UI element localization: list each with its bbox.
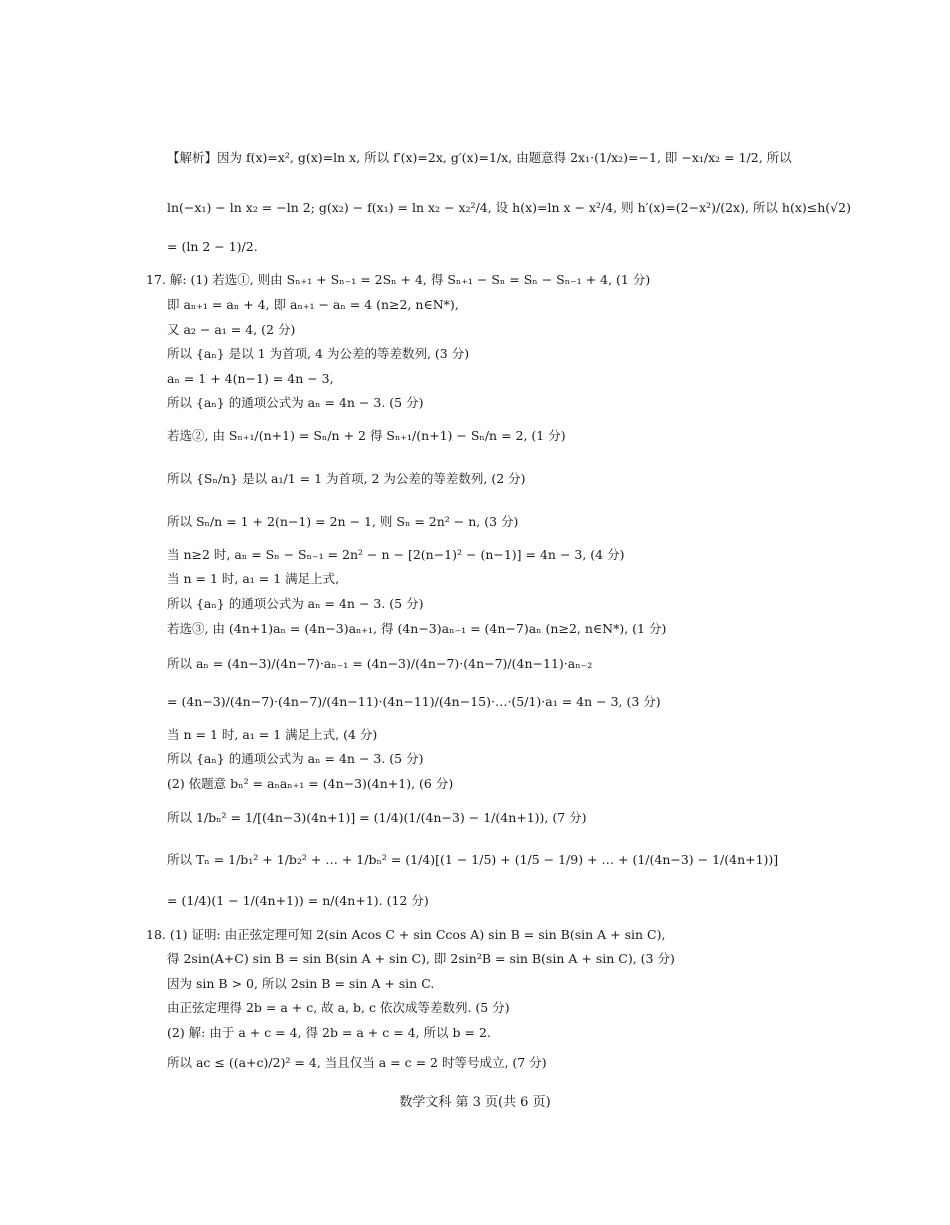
- q17-line: 若选③, 由 (4n+1)aₙ = (4n−3)aₙ₊₁, 得 (4n−3)aₙ₋₁ = (4n−7)aₙ (n≥2, n∈N*), (1 分): [167, 621, 667, 636]
- q17-line: = (4n−3)/(4n−7)·(4n−7)/(4n−11)·(4n−11)/(4n−15)·…·(5/1)·a₁ = 4n − 3, (3 分): [167, 694, 661, 709]
- q17-line: 所以 {aₙ} 的通项公式为 aₙ = 4n − 3. (5 分): [167, 751, 424, 766]
- q17-line: 所以 {aₙ} 是以 1 为首项, 4 为公差的等差数列, (3 分): [167, 346, 470, 361]
- q17-line: 所以 {Sₙ/n} 是以 a₁/1 = 1 为首项, 2 为公差的等差数列, (2 分): [167, 471, 526, 486]
- q17-heading-line: 17. 解: (1) 若选①, 则由 Sₙ₊₁ + Sₙ₋₁ = 2Sₙ + 4, 得 Sₙ₊₁ − Sₙ = Sₙ − Sₙ₋₁ + 4, (1 分): [146, 272, 651, 287]
- q17-line: 所以 {aₙ} 的通项公式为 aₙ = 4n − 3. (5 分): [167, 596, 424, 611]
- q17-line: = (1/4)(1 − 1/(4n+1)) = n/(4n+1). (12 分): [167, 893, 429, 908]
- q18-line: 因为 sin B > 0, 所以 2sin B = sin A + sin C.: [167, 976, 435, 991]
- analysis-line-2: ln(−x₁) − ln x₂ = −ln 2; g(x₂) − f(x₁) = ln x₂ − x₂²/4, 设 h(x)=ln x − x²/4, 则 h′(x)=(2−x²)/(2x), 所以 h(x)≤h(√2): [167, 200, 851, 215]
- q17-line: 当 n = 1 时, a₁ = 1 满足上式, (4 分): [167, 727, 378, 742]
- q17-line: 当 n = 1 时, a₁ = 1 满足上式,: [167, 571, 340, 586]
- q17-line: 所以 Tₙ = 1/b₁² + 1/b₂² + … + 1/bₙ² = (1/4)[(1 − 1/5) + (1/5 − 1/9) + … + (1/(4n−3) − 1/(4n+1))]: [167, 852, 779, 867]
- q18-heading-line: 18. (1) 证明: 由正弦定理可知 2(sin Acos C + sin Ccos A) sin B = sin B(sin A + sin C),: [146, 927, 666, 942]
- q17-line: 所以 aₙ = (4n−3)/(4n−7)·aₙ₋₁ = (4n−3)/(4n−7)·(4n−7)/(4n−11)·aₙ₋₂: [167, 656, 593, 671]
- q17-line: 所以 1/bₙ² = 1/[(4n−3)(4n+1)] = (1/4)(1/(4n−3) − 1/(4n+1)), (7 分): [167, 810, 587, 825]
- q17-line: 若选②, 由 Sₙ₊₁/(n+1) = Sₙ/n + 2 得 Sₙ₊₁/(n+1) − Sₙ/n = 2, (1 分): [167, 428, 566, 443]
- q17-line: 当 n≥2 时, aₙ = Sₙ − Sₙ₋₁ = 2n² − n − [2(n−1)² − (n−1)] = 4n − 3, (4 分): [167, 547, 625, 562]
- q18-line: 由正弦定理得 2b = a + c, 故 a, b, c 依次成等差数列. (5 分): [167, 1000, 510, 1015]
- q17-line: (2) 依题意 bₙ² = aₙaₙ₊₁ = (4n−3)(4n+1), (6 分): [167, 776, 454, 791]
- analysis-line-3: = (ln 2 − 1)/2.: [167, 239, 258, 254]
- q17-line: aₙ = 1 + 4(n−1) = 4n − 3,: [167, 371, 334, 386]
- q18-line: 所以 ac ≤ ((a+c)/2)² = 4, 当且仅当 a = c = 2 时等号成立, (7 分): [167, 1055, 547, 1070]
- q18-line: 得 2sin(A+C) sin B = sin B(sin A + sin C), 即 2sin²B = sin B(sin A + sin C), (3 分): [167, 951, 675, 966]
- q17-line: 即 aₙ₊₁ = aₙ + 4, 即 aₙ₊₁ − aₙ = 4 (n≥2, n∈N*),: [167, 297, 459, 312]
- analysis-line-1: 【解析】因为 f(x)=x², g(x)=ln x, 所以 f′(x)=2x, g′(x)=1/x, 由题意得 2x₁·(1/x₂)=−1, 即 −x₁/x₂ = 1/2, 所以: [167, 150, 792, 165]
- page-footer: 数学文科 第 3 页(共 6 页): [399, 1095, 551, 1110]
- q18-line: (2) 解: 由于 a + c = 4, 得 2b = a + c = 4, 所以 b = 2.: [167, 1025, 491, 1040]
- q17-line: 所以 Sₙ/n = 1 + 2(n−1) = 2n − 1, 则 Sₙ = 2n² − n, (3 分): [167, 514, 519, 529]
- q17-line: 又 a₂ − a₁ = 4, (2 分): [167, 322, 296, 337]
- q17-line: 所以 {aₙ} 的通项公式为 aₙ = 4n − 3. (5 分): [167, 395, 424, 410]
